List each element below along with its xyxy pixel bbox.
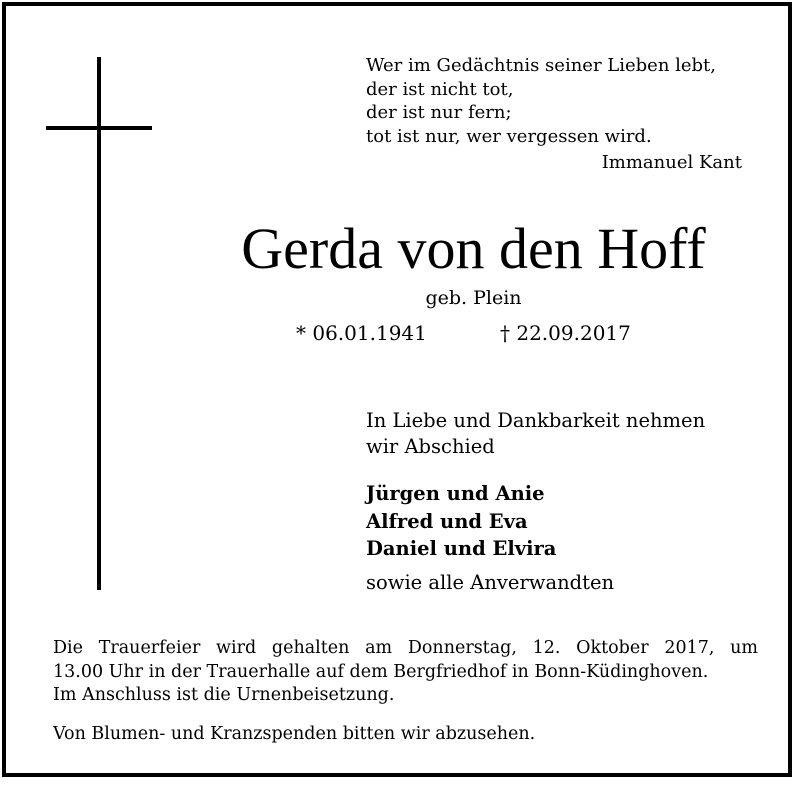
quote-line: der ist nur fern; (366, 102, 512, 123)
relatives-text: sowie alle Anverwandten (366, 571, 615, 594)
mourner-name: Alfred und Eva (366, 509, 528, 533)
cross-horizontal-bar (46, 126, 152, 130)
mourners-list (366, 480, 776, 563)
memorial-quote (366, 54, 766, 148)
farewell-line: wir Abschied (366, 434, 495, 458)
farewell-text (366, 408, 776, 459)
quote-line: tot ist nur, wer vergessen wird. (366, 125, 652, 147)
birth-date: * 06.01.1941 (296, 321, 427, 345)
farewell-line: In Liebe und Dankbarkeit nehmen (366, 409, 706, 432)
birth-name: geb. Plein (425, 287, 522, 309)
ceremony-line: 13.00 Uhr in der Trauerhalle auf dem Bergfriedhof in Bonn-Küdinghoven. (53, 661, 709, 682)
ceremony-line: Die Trauerfeier wird gehalten am Donnerstag, 12. Oktober 2017, um (53, 638, 758, 658)
mourner-name: Jürgen und Anie (366, 482, 545, 505)
quote-line: Wer im Gedächtnis seiner Lieben lebt, (366, 55, 717, 76)
cross-vertical-bar (97, 57, 101, 590)
deceased-name: Gerda von den Hoff (241, 216, 706, 281)
flowers-note: Von Blumen- und Kranzspenden bitten wir abzusehen. (53, 724, 536, 744)
mourner-name: Daniel und Elvira (366, 537, 557, 560)
obituary-frame (2, 2, 792, 777)
death-date: † 22.09.2017 (500, 321, 631, 345)
quote-line: der ist nicht tot, (366, 78, 514, 100)
ceremony-info (53, 637, 758, 708)
ceremony-line: Im Anschluss ist die Urnenbeisetzung. (53, 685, 395, 705)
quote-author: Immanuel Kant (601, 152, 742, 173)
